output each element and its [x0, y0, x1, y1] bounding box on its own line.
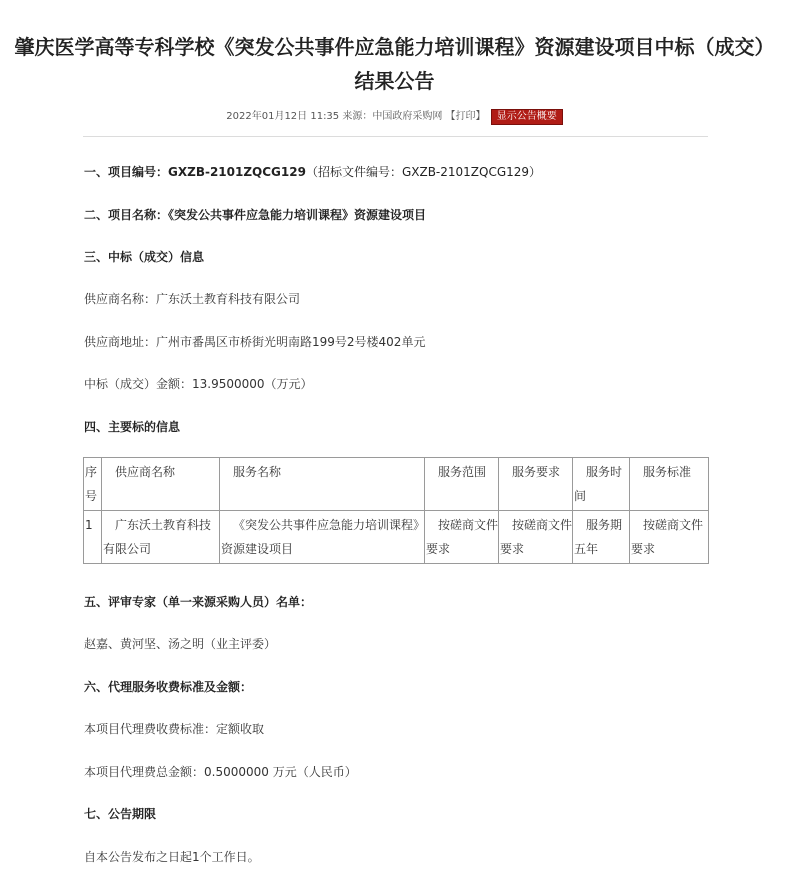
page-title: 肇庆医学高等专科学校《突发公共事件应急能力培训课程》资源建设项目中标（成交）结果公告	[14, 35, 775, 93]
table-cell: 服务期五年	[573, 511, 630, 564]
table-cell: 按磋商文件要求	[499, 511, 573, 564]
section-agency-fee: 六、代理服务收费标准及金额：	[84, 680, 253, 694]
supplier-address: 供应商地址：广州市番禺区市桥街光明南路199号2号楼402单元	[84, 335, 426, 349]
source-name: 中国政府采购网	[372, 111, 443, 122]
table-header-cell: 供应商名称	[102, 458, 220, 511]
table-cell: 1	[84, 511, 102, 564]
publish-date: 2022年01月12日 11:35	[226, 111, 340, 122]
section-experts: 五、评审专家（单一来源采购人员）名单：	[84, 595, 313, 609]
supplier-name: 供应商名称：广东沃土教育科技有限公司	[84, 292, 301, 306]
article-meta	[0, 109, 789, 125]
section-main-items: 四、主要标的信息	[84, 420, 181, 434]
table-header-cell: 服务标准	[630, 458, 709, 511]
table-header-cell: 服务名称	[220, 458, 425, 511]
table-cell: 广东沃土教育科技有限公司	[102, 511, 220, 564]
main-items-table	[83, 457, 709, 564]
award-amount: 中标（成交）金额：13.9500000（万元）	[84, 377, 313, 391]
table-row	[84, 511, 709, 564]
header-divider	[83, 136, 708, 137]
fee-standard: 本项目代理费收费标准：定额收取	[84, 722, 265, 736]
table-cell: 《突发公共事件应急能力培训课程》资源建设项目	[220, 511, 425, 564]
table-header-cell: 服务时间	[573, 458, 630, 511]
table-cell: 按磋商文件要求	[425, 511, 499, 564]
section-project-number	[84, 164, 541, 180]
section-notice-period: 七、公告期限	[84, 807, 157, 821]
section-project-name: 二、项目名称：《突发公共事件应急能力培训课程》资源建设项目	[84, 208, 427, 222]
notice-period-text: 自本公告发布之日起1个工作日。	[84, 850, 260, 864]
table-header-cell: 服务要求	[499, 458, 573, 511]
table-cell: 按磋商文件要求	[630, 511, 709, 564]
fee-total: 本项目代理费总金额：0.5000000 万元（人民币）	[84, 765, 357, 779]
show-summary-button[interactable]: 显示公告概要	[491, 109, 563, 125]
table-header-cell: 序号	[84, 458, 102, 511]
project-number-label: 一、项目编号：	[84, 165, 169, 179]
print-link[interactable]: 【打印】	[445, 111, 486, 122]
source-label: 来源：	[342, 111, 373, 122]
tender-file-number: （招标文件编号：GXZB-2101ZQCG129）	[305, 165, 542, 179]
expert-list: 赵嘉、黄河坚、汤之明（业主评委）	[84, 637, 277, 651]
table-header-row	[84, 458, 709, 511]
project-number-value: GXZB-2101ZQCG129	[168, 165, 306, 179]
table-header-cell: 服务范围	[425, 458, 499, 511]
section-award-info: 三、中标（成交）信息	[84, 250, 205, 264]
